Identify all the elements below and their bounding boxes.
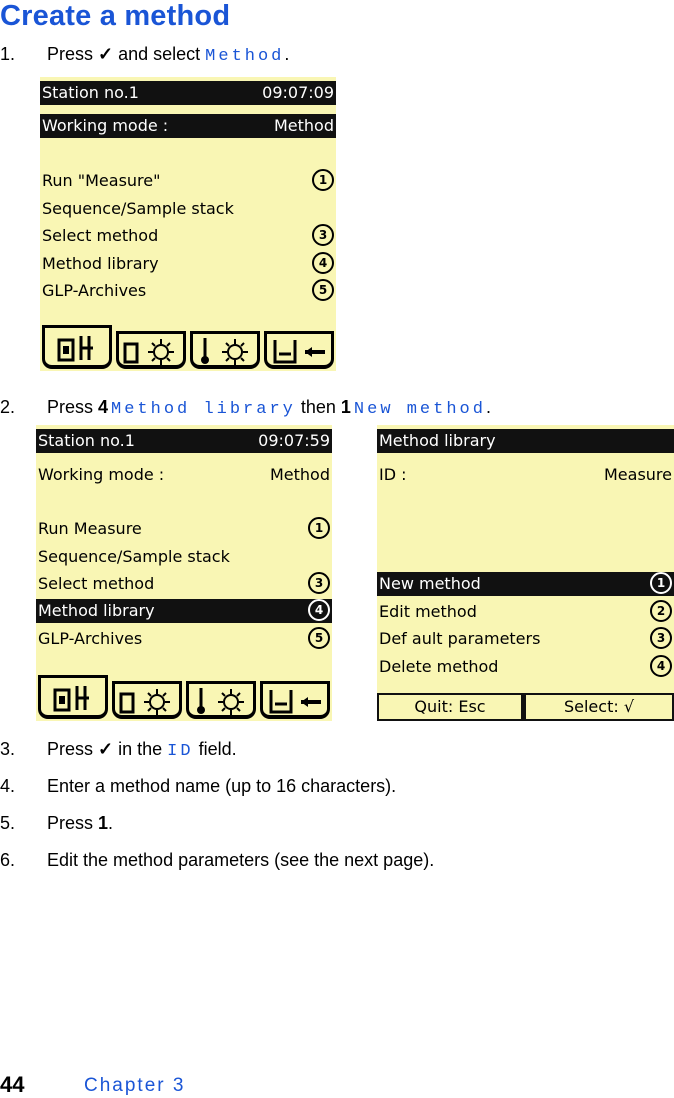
lcd-header: Method library: [377, 429, 674, 453]
menu-item-run-measure[interactable]: Run Measure 1: [36, 517, 332, 541]
step-number: 6.: [0, 850, 16, 870]
select-softkey[interactable]: Select: √: [526, 695, 672, 719]
menu-item-sequence[interactable]: Sequence/Sample stack: [42, 199, 234, 218]
tab-transfer[interactable]: [260, 681, 330, 719]
menu-item-sequence[interactable]: Sequence/Sample stack: [38, 547, 230, 566]
step-number: 5.: [0, 813, 16, 833]
tab-temperature[interactable]: [186, 681, 256, 719]
bottle-probe-icon: [41, 678, 107, 718]
menu-item-glp-archives[interactable]: GLP-Archives 5: [40, 279, 336, 303]
field-code: ID: [167, 742, 194, 761]
menu-item-select-method[interactable]: Select method 3: [40, 224, 336, 248]
step-number: 4.: [0, 776, 16, 796]
menu-item-run-measure[interactable]: Run "Measure" 1: [40, 169, 336, 193]
key-label: 1: [340, 397, 351, 417]
lcd-header: Station no.1 09:07:09: [40, 81, 336, 105]
step-text: Press ✓ in the ID field.: [47, 739, 237, 761]
page-title: Create a method: [0, 0, 231, 32]
softkey-bar: [377, 693, 674, 721]
beaker-arrow-icon: [263, 684, 329, 718]
bottle-probe-icon: [45, 328, 111, 368]
thermometer-sun-icon: [193, 334, 259, 368]
chapter-label: Chapter 3: [84, 1075, 186, 1096]
menu-code: New method: [353, 400, 486, 419]
lcd-header: Station no.1 09:07:59: [36, 429, 332, 453]
key-label: 4: [98, 397, 109, 417]
lcd-working-mode: Working mode : Method: [38, 465, 330, 484]
menu-item-method-library[interactable]: Method library 4: [40, 252, 336, 276]
step-number: 3.: [0, 739, 16, 759]
step-text: Press 4 Method library then 1 New method.: [47, 397, 491, 419]
tab-station[interactable]: [42, 325, 112, 369]
tab-calibration[interactable]: [116, 331, 186, 369]
step-number: 1.: [0, 44, 16, 64]
step-text: Enter a method name (up to 16 characters).: [47, 776, 397, 796]
tab-temperature[interactable]: [190, 331, 260, 369]
tab-calibration[interactable]: [112, 681, 182, 719]
step-text: Press ✓ and select Method.: [47, 44, 290, 66]
lcd-tab-bar: [36, 675, 332, 721]
tab-transfer[interactable]: [264, 331, 334, 369]
check-icon: ✓: [98, 739, 114, 759]
menu-item-select-method[interactable]: Select method 3: [36, 572, 332, 596]
step-text: Edit the method parameters (see the next page).: [47, 850, 435, 870]
menu-code: Method: [205, 47, 285, 66]
key-label: 1: [98, 813, 109, 833]
beaker-arrow-icon: [267, 334, 333, 368]
menu-item-edit-method[interactable]: Edit method 2: [377, 600, 674, 624]
menu-item-default-parameters[interactable]: Def ault parameters 3: [377, 627, 674, 651]
menu-item-glp-archives[interactable]: GLP-Archives 5: [36, 627, 332, 651]
menu-item-new-method-selected[interactable]: New method 1: [377, 572, 674, 596]
menu-item-delete-method[interactable]: Delete method 4: [377, 655, 674, 679]
quit-softkey[interactable]: Quit: Esc: [379, 695, 521, 719]
lcd-screen-main-menu-selected: [36, 425, 332, 721]
thermometer-sun-icon: [189, 684, 255, 718]
bottle-sun-icon: [115, 684, 181, 718]
page-number: 44: [0, 1072, 25, 1097]
bottle-sun-icon: [119, 334, 185, 368]
menu-code: Method library: [111, 400, 296, 419]
lcd-screen-method-library: [377, 425, 674, 721]
lcd-screen-main-menu: [40, 77, 336, 371]
check-icon: ✓: [98, 44, 114, 64]
step-number: 2.: [0, 397, 16, 417]
lcd-working-mode: Working mode : Method: [40, 114, 336, 138]
step-text: Press 1.: [47, 813, 114, 833]
tab-station[interactable]: [38, 675, 108, 719]
lcd-tab-bar: [40, 325, 336, 371]
lcd-id-field[interactable]: ID : Measure: [379, 465, 672, 484]
menu-item-method-library-selected[interactable]: Method library 4: [36, 599, 332, 623]
